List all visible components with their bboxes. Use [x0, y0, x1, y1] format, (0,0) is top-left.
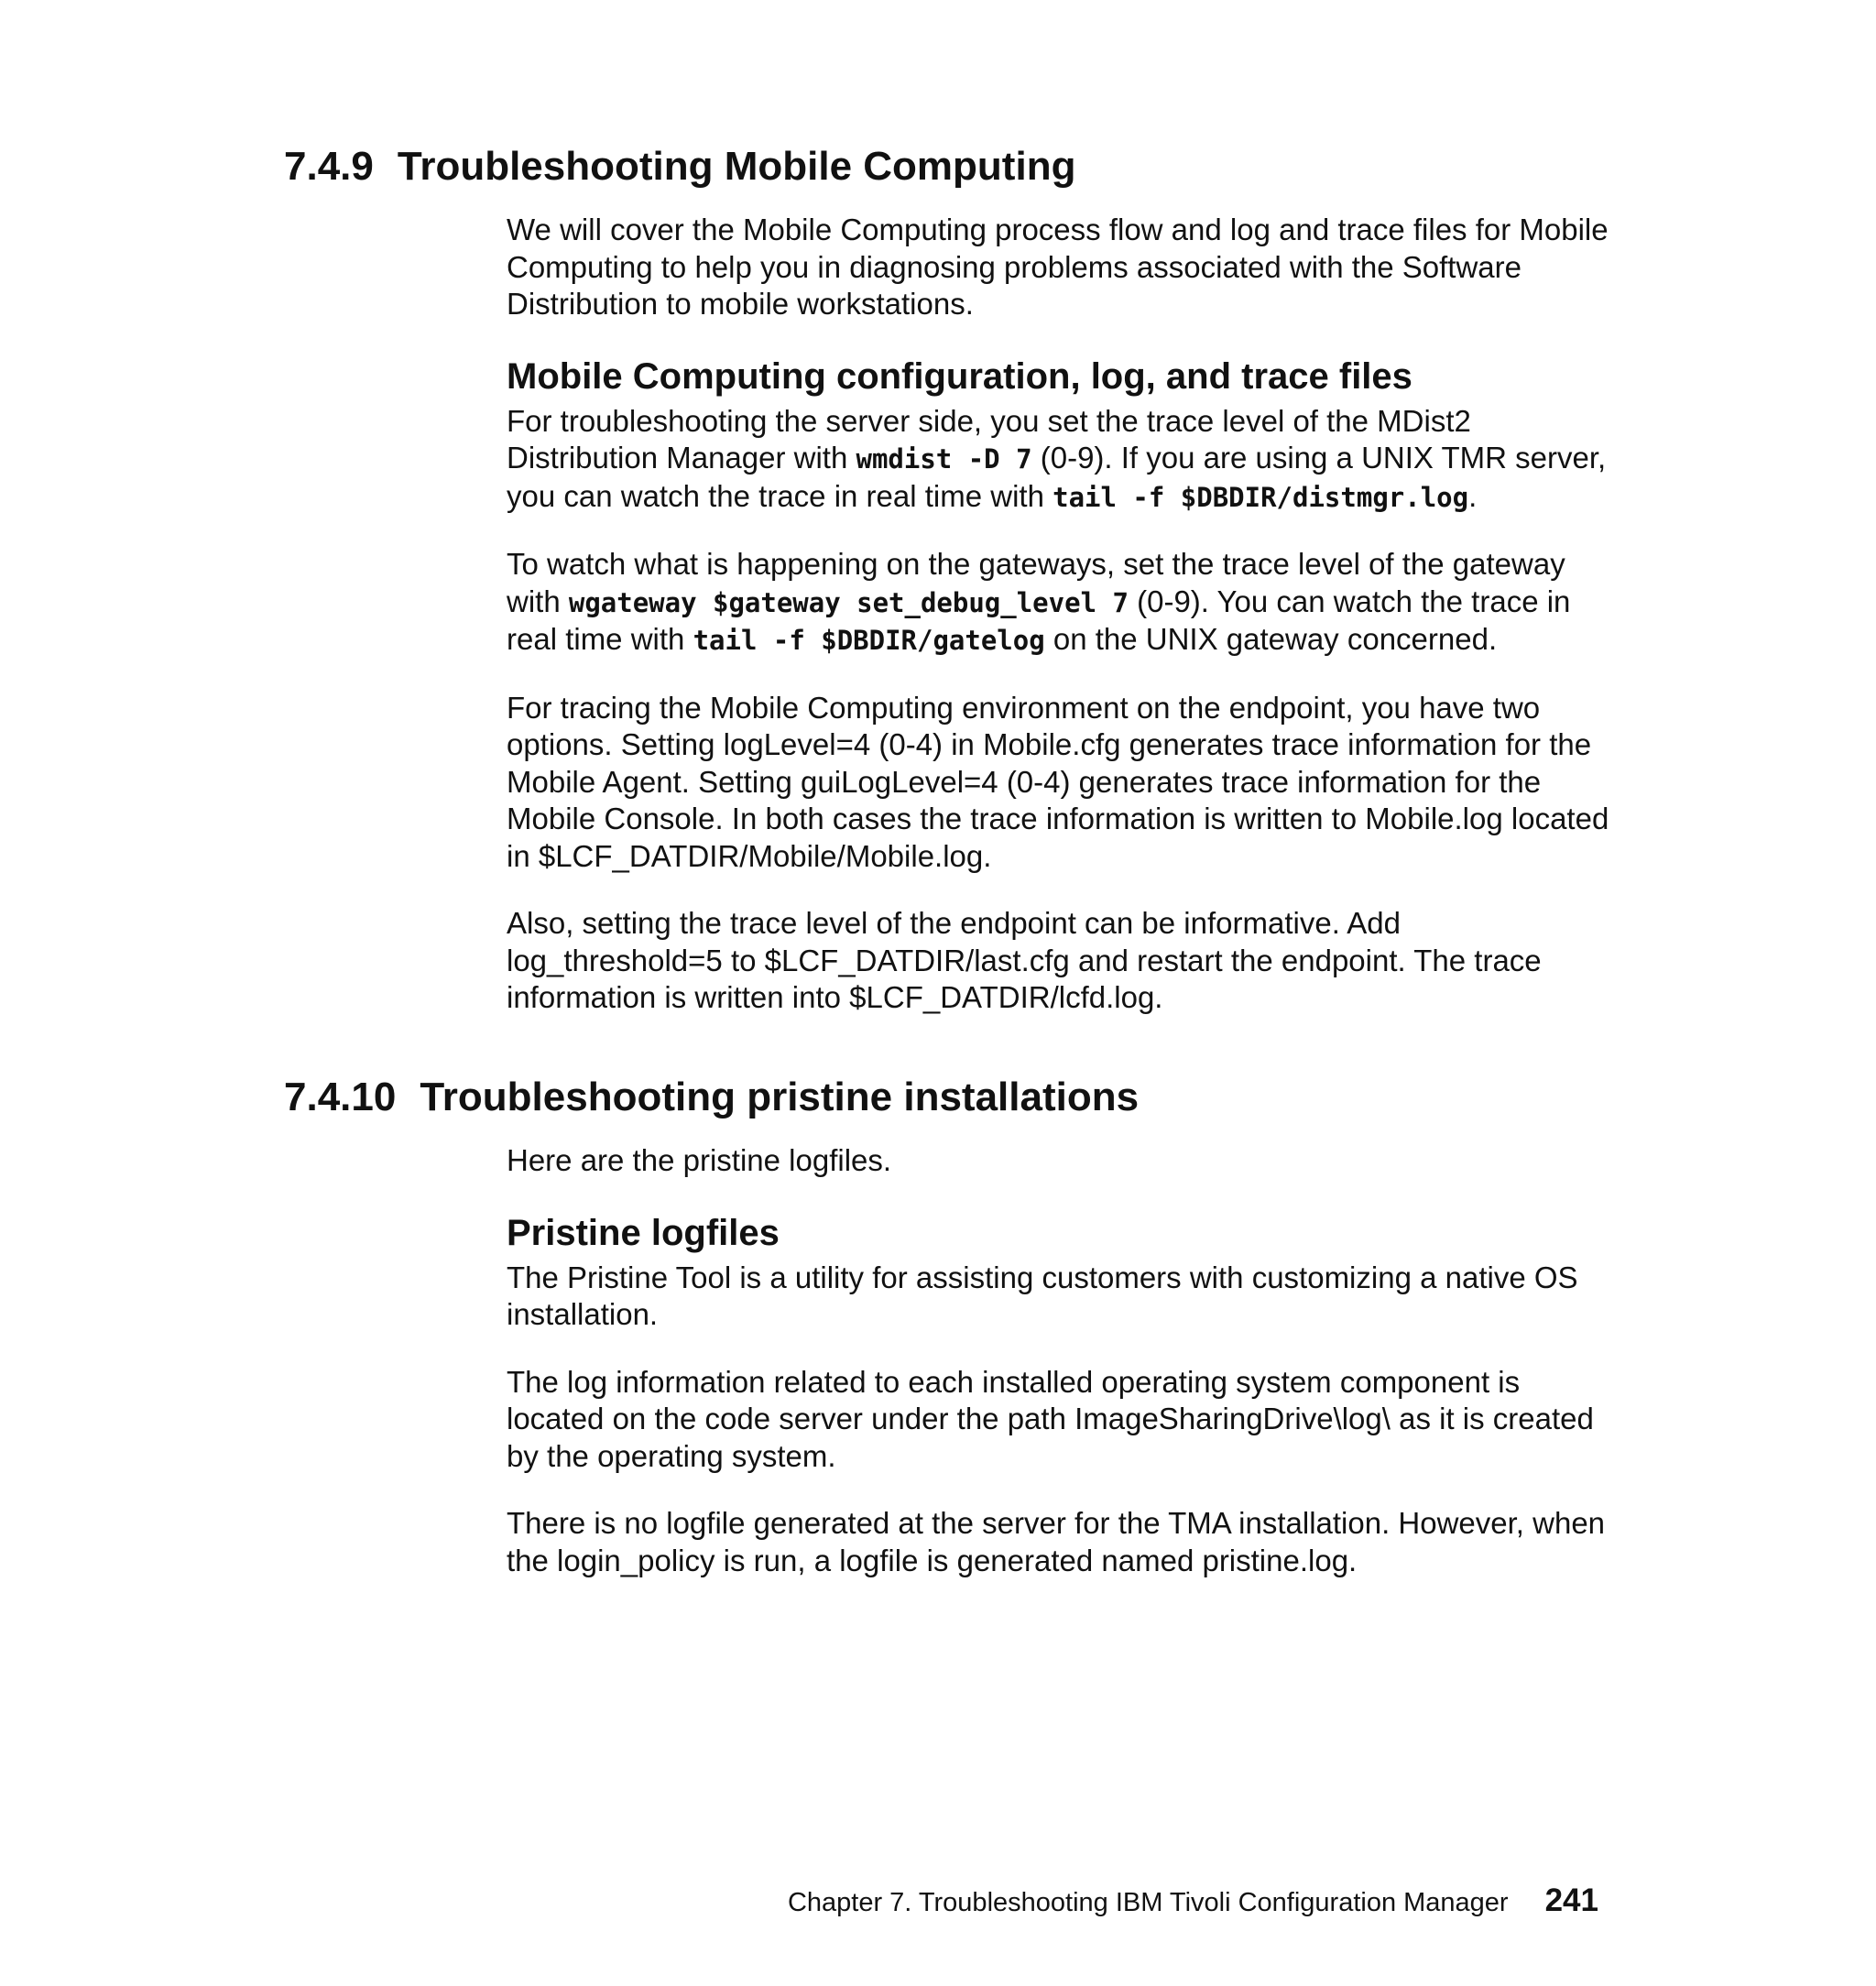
- section-title: Troubleshooting pristine installations: [420, 1075, 1140, 1119]
- command-wgateway: wgateway $gateway set_debug_level 7: [568, 586, 1129, 618]
- text-run: on the UNIX gateway concerned.: [1044, 622, 1498, 656]
- footer-chapter-title: Chapter 7. Troubleshooting IBM Tivoli Configuration Manager: [787, 1888, 1509, 1917]
- section-number: 7.4.10: [284, 1075, 397, 1119]
- text-run: (0-9). You can watch the trace in real time with: [507, 584, 1571, 656]
- pristine-tool-paragraph: The Pristine Tool is a utility for assisting customers with customizing a native OS installation.: [507, 1260, 1578, 1331]
- text-run: (0-9). If you are using a UNIX TMR server, you can watch the trace in real time with: [507, 441, 1607, 513]
- command-tail-distmgr: tail -f $DBDIR/distmgr.log: [1053, 481, 1469, 513]
- text-run: For troubleshooting the server side, you set the trace level of the MDist2 Distribution Manager with: [507, 403, 1471, 475]
- command-wmdist: wmdist -D 7: [856, 443, 1032, 475]
- log-location-paragraph: The log information related to each installed operating system component is located on the code server under the path ImageSharingDrive\log\ as it is created by the operating system.: [507, 1364, 1594, 1473]
- section-heading-mobile-computing: [284, 143, 1075, 191]
- section-number: 7.4.9: [284, 144, 374, 189]
- intro-paragraph: Here are the pristine logfiles.: [507, 1143, 892, 1177]
- gateway-trace-paragraph: [507, 546, 1624, 660]
- subheading-pristine-logfiles: Pristine logfiles: [507, 1212, 780, 1253]
- section-heading-pristine: [284, 1074, 1139, 1122]
- section-body-mobile-computing: [507, 212, 1624, 1047]
- endpoint-trace-paragraph: For tracing the Mobile Computing environment on the endpoint, you have two options. Setting logLevel=4 (0-4) in Mobile.cfg generates trace information for the Mobile Agent. Setting guiLogLevel=4 (0-4) generates trace information for the Mobile Console. In both cases the trace information is written to Mobile.log located in $LCF_DATDIR/Mobile/Mobile.log.: [507, 690, 1609, 873]
- page-footer: [788, 1882, 1598, 1919]
- server-trace-paragraph: [507, 403, 1624, 517]
- subheading-config-log-trace: Mobile Computing configuration, log, and trace files: [507, 355, 1412, 397]
- text-run: .: [1468, 478, 1478, 513]
- text-run: To watch what is happening on the gateways, set the trace level of the gateway with: [507, 547, 1565, 618]
- section-title: Troubleshooting Mobile Computing: [397, 144, 1076, 189]
- intro-paragraph: We will cover the Mobile Computing process flow and log and trace files for Mobile Computing to help you in diagnosing problems associated with the Software Distribution to mobile workstations.: [507, 213, 1609, 321]
- tma-logfile-paragraph: There is no logfile generated at the server for the TMA installation. However, when the login_policy is run, a logfile is generated named pristine.log.: [507, 1506, 1606, 1577]
- section-body-pristine: [507, 1142, 1624, 1610]
- page-number: 241: [1544, 1882, 1598, 1918]
- command-tail-gatelog: tail -f $DBDIR/gatelog: [693, 625, 1045, 656]
- endpoint-threshold-paragraph: Also, setting the trace level of the endpoint can be informative. Add log_threshold=5 to $LCF_DATDIR/last.cfg and restart the endpoint. The trace information is written into $LCF_DATDIR/lcfd.log.: [507, 906, 1542, 1014]
